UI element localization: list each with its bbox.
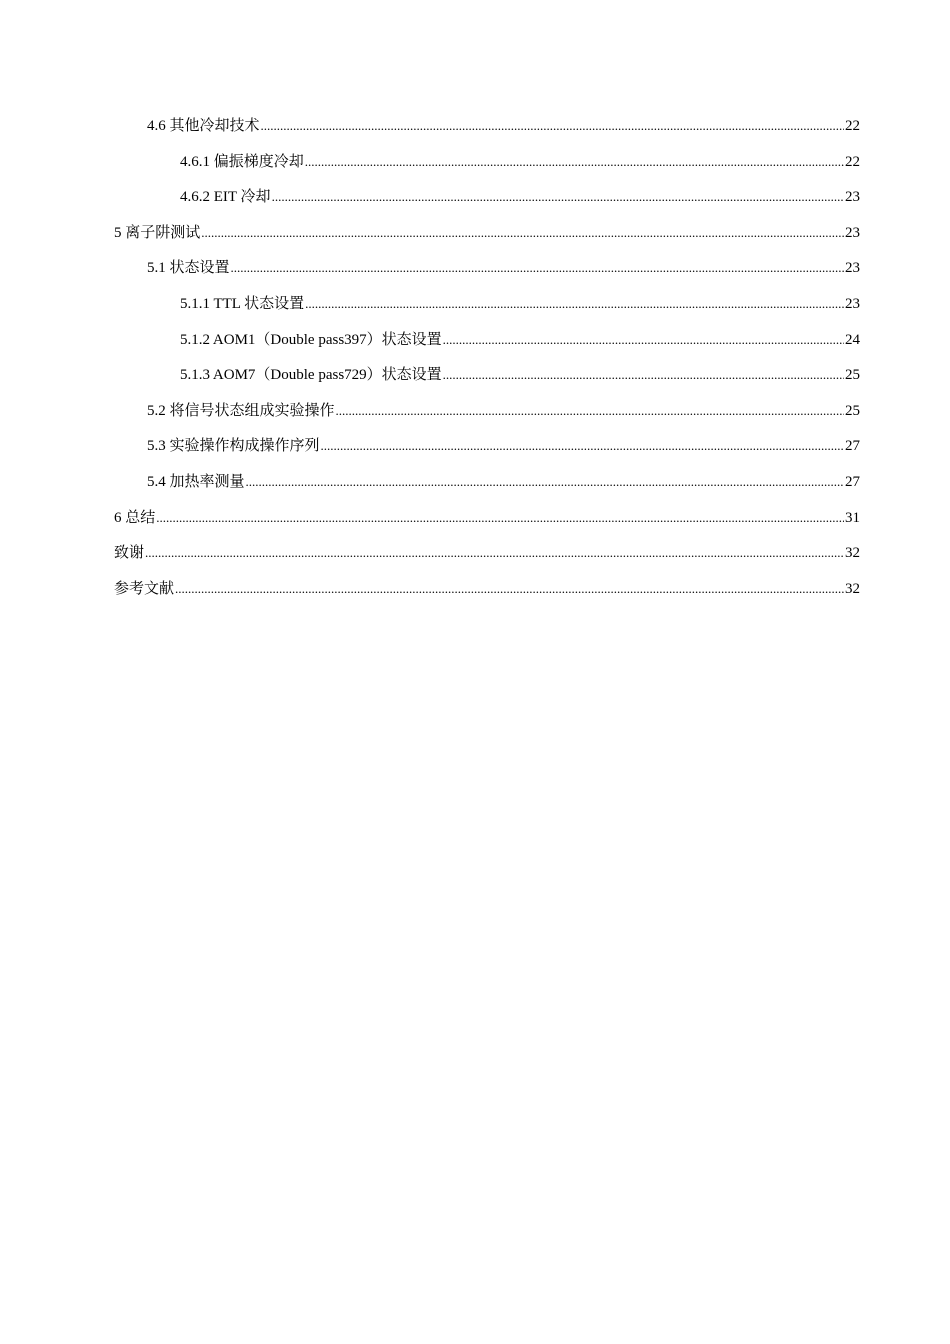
toc-entry-title: 6 总结 bbox=[114, 509, 156, 526]
toc-entry-page: 24 bbox=[845, 331, 860, 348]
toc-entry-title: 4.6.1 偏振梯度冷却 bbox=[180, 153, 304, 170]
toc-entry-page: 27 bbox=[845, 473, 860, 490]
toc-entry[interactable] bbox=[114, 541, 860, 577]
toc-entry-page: 25 bbox=[845, 367, 860, 384]
toc-entry[interactable] bbox=[114, 150, 860, 186]
toc-entry-page: 32 bbox=[845, 580, 860, 597]
table-of-contents bbox=[114, 114, 860, 612]
toc-entry-title: 5.3 实验操作构成操作序列 bbox=[147, 438, 320, 455]
toc-leader-dots bbox=[201, 221, 844, 245]
toc-entry-page: 32 bbox=[845, 545, 860, 562]
toc-leader-dots bbox=[305, 150, 844, 174]
toc-entry-title: 5.2 将信号状态组成实验操作 bbox=[147, 402, 335, 419]
toc-entry[interactable] bbox=[114, 363, 860, 399]
toc-entry-title: 参考文献 bbox=[114, 580, 175, 597]
toc-entry[interactable] bbox=[114, 399, 860, 435]
toc-entry-title: 5.1.1 TTL 状态设置 bbox=[180, 295, 305, 312]
toc-entry-title: 4.6 其他冷却技术 bbox=[147, 118, 260, 134]
toc-entry[interactable] bbox=[114, 256, 860, 292]
toc-leader-dots bbox=[175, 577, 844, 601]
toc-entry-title: 5 离子阱测试 bbox=[114, 224, 201, 241]
toc-leader-dots bbox=[231, 256, 844, 280]
toc-entry[interactable] bbox=[114, 221, 860, 257]
toc-entry[interactable] bbox=[114, 114, 860, 150]
toc-entry-page: 23 bbox=[845, 189, 860, 206]
toc-leader-dots bbox=[336, 399, 844, 423]
toc-entry-page: 27 bbox=[845, 438, 860, 455]
toc-entry-page: 22 bbox=[845, 153, 860, 170]
toc-leader-dots bbox=[156, 506, 844, 530]
toc-leader-dots bbox=[272, 185, 844, 209]
toc-entry-page: 23 bbox=[845, 260, 860, 277]
toc-entry-title: 致谢 bbox=[114, 545, 145, 562]
toc-entry[interactable] bbox=[114, 506, 860, 542]
toc-entry-title: 5.1.3 AOM7（Double pass729）状态设置 bbox=[180, 367, 442, 384]
toc-entry[interactable] bbox=[114, 328, 860, 364]
toc-leader-dots bbox=[246, 470, 844, 494]
toc-leader-dots bbox=[261, 114, 844, 138]
toc-entry-page: 25 bbox=[845, 402, 860, 419]
toc-entry[interactable] bbox=[114, 577, 860, 613]
toc-entry[interactable] bbox=[114, 470, 860, 506]
toc-leader-dots bbox=[305, 292, 844, 316]
toc-entry-title: 5.4 加热率测量 bbox=[147, 473, 245, 490]
toc-entry-page: 31 bbox=[845, 509, 860, 526]
toc-entry-page: 23 bbox=[845, 224, 860, 241]
toc-entry-title: 4.6.2 EIT 冷却 bbox=[180, 189, 271, 206]
toc-entry[interactable] bbox=[114, 434, 860, 470]
toc-entry-page: 23 bbox=[845, 295, 860, 312]
toc-leader-dots bbox=[443, 363, 844, 387]
toc-leader-dots bbox=[321, 434, 844, 458]
toc-entry-title: 5.1 状态设置 bbox=[147, 260, 230, 277]
toc-leader-dots bbox=[443, 328, 844, 352]
toc-entry[interactable] bbox=[114, 292, 860, 328]
toc-leader-dots bbox=[145, 541, 844, 565]
toc-entry[interactable] bbox=[114, 185, 860, 221]
toc-entry-title: 5.1.2 AOM1（Double pass397）状态设置 bbox=[180, 331, 442, 348]
toc-entry-page: 22 bbox=[845, 118, 860, 134]
